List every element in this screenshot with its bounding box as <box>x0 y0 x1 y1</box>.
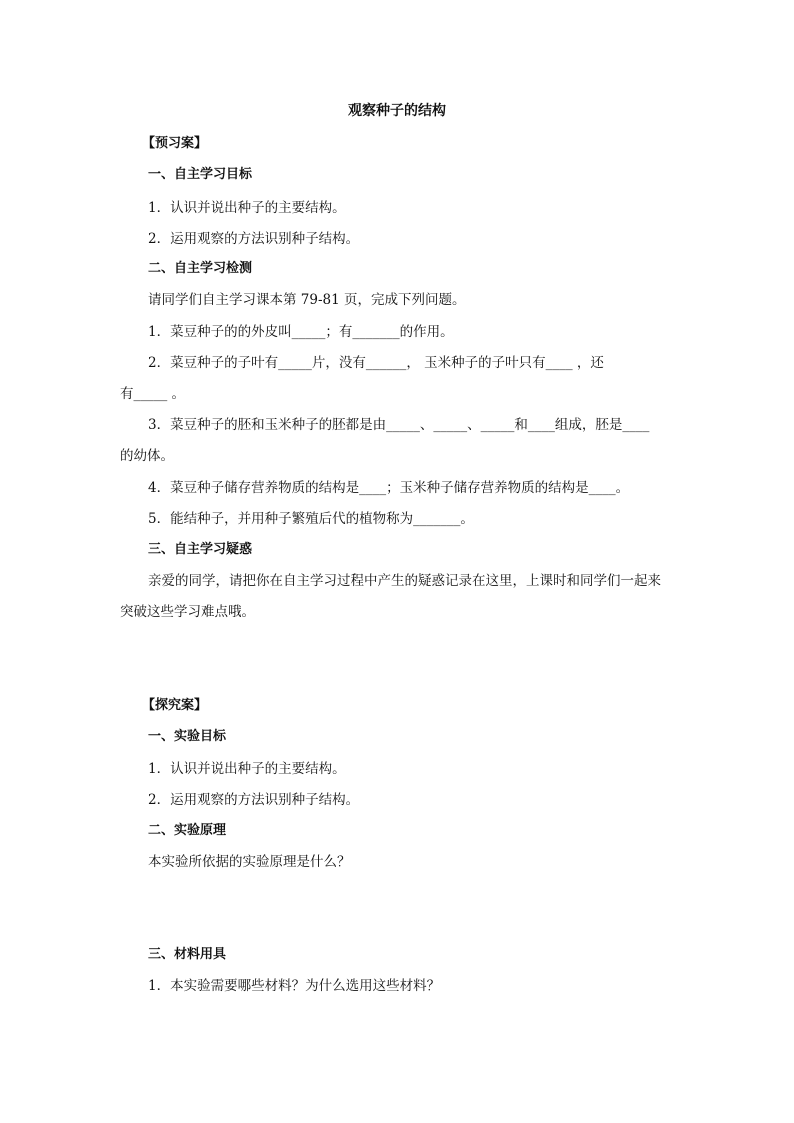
explore-principle-question: 本实验所依据的实验原理是什么？ <box>148 854 351 870</box>
preview-heading: 【预习案】 <box>142 136 208 151</box>
preview-goal-1: 1．认识并说出种子的主要结构。 <box>148 200 346 216</box>
explore-principle-heading: 二、实验原理 <box>148 823 227 838</box>
preview-doubt-line-2: 突破这些学习难点哦。 <box>120 604 255 620</box>
question-5: 5．能结种子，并用种子繁殖后代的植物称为_______。 <box>148 511 474 527</box>
question-4: 4．菜豆种子储存营养物质的结构是____；玉米种子储存营养物质的结构是____。 <box>148 480 630 496</box>
explore-goal-1: 1．认识并说出种子的主要结构。 <box>148 761 346 777</box>
explore-heading: 【探究案】 <box>142 698 208 713</box>
preview-doubt-line-1: 亲爱的同学，请把你在自主学习过程中产生的疑惑记录在这里，上课时和同学们一起来 <box>148 573 661 589</box>
preview-goal-2: 2．运用观察的方法识别种子结构。 <box>148 231 360 247</box>
question-1: 1．菜豆种子的的外皮叫_____；有_______的作用。 <box>148 324 454 340</box>
question-2-line-2: 有_____ 。 <box>120 386 186 402</box>
page-title: 观察种子的结构 <box>348 103 446 119</box>
explore-goals-heading: 一、实验目标 <box>148 729 227 744</box>
preview-goals-heading: 一、自主学习目标 <box>148 167 253 182</box>
question-2-line-1: 2．菜豆种子的子叶有_____片，没有______， 玉米种子的子叶只有____ ，还 <box>148 355 604 371</box>
preview-check-heading: 二、自主学习检测 <box>148 261 253 276</box>
question-3-line-1: 3．菜豆种子的胚和玉米种子的胚都是由_____、_____、_____和____组成，胚是____ <box>148 417 650 433</box>
explore-materials-question: 1．本实验需要哪些材料？为什么选用这些材料？ <box>148 978 441 994</box>
question-3-line-2: 的幼体。 <box>120 448 174 464</box>
preview-doubt-heading: 三、自主学习疑惑 <box>148 542 253 557</box>
explore-goal-2: 2．运用观察的方法识别种子结构。 <box>148 792 360 808</box>
explore-materials-heading: 三、材料用具 <box>148 947 227 962</box>
preview-check-intro: 请同学们自主学习课本第 79-81 页，完成下列问题。 <box>148 292 466 308</box>
